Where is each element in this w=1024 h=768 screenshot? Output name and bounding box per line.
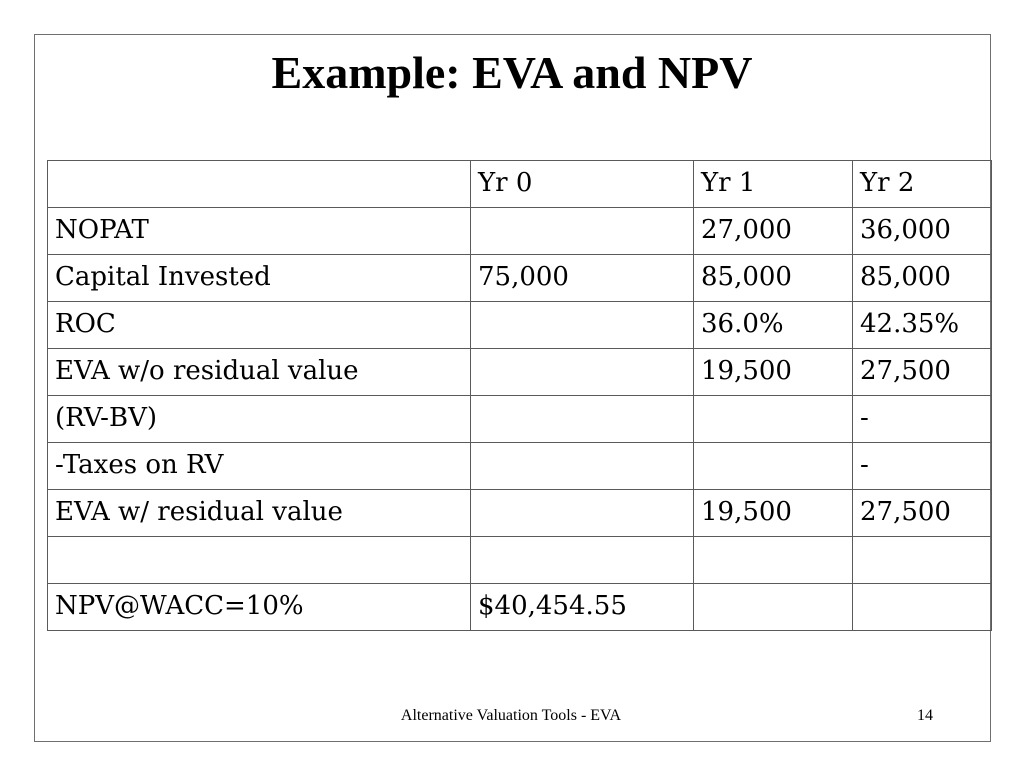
cell-yr1 [694,584,853,631]
row-label: Capital Invested [48,255,471,302]
cell-yr2 [853,537,992,584]
slide-footer: Alternative Valuation Tools - EVA [400,707,622,724]
cell-yr1: 36.0% [694,302,853,349]
cell-yr0: $40,454.55 [471,584,694,631]
slide-title: Example: EVA and NPV [271,47,753,98]
cell-yr2: - [853,443,992,490]
cell-yr0 [471,490,694,537]
table-header-row [48,161,992,208]
row-label: NOPAT [48,208,471,255]
cell-yr1 [694,537,853,584]
cell-yr1: 19,500 [694,349,853,396]
table-row [48,443,992,490]
cell-yr2 [853,584,992,631]
table-row [48,396,992,443]
cell-yr2: 27,500 [853,349,992,396]
header-cell-label [48,161,471,208]
row-label: ROC [48,302,471,349]
row-label: NPV@WACC=10% [48,584,471,631]
table-row [48,302,992,349]
cell-yr2: 42.35% [853,302,992,349]
cell-yr2: - [853,396,992,443]
table-row [48,490,992,537]
cell-yr2: 27,500 [853,490,992,537]
slide-number: 14 [917,707,933,724]
cell-yr1: 27,000 [694,208,853,255]
row-label: EVA w/ residual value [48,490,471,537]
cell-yr0 [471,208,694,255]
row-label [48,537,471,584]
row-label: (RV-BV) [48,396,471,443]
eva-npv-table [47,160,992,631]
cell-yr1 [694,396,853,443]
cell-yr0 [471,537,694,584]
header-cell-yr2: Yr 2 [853,161,992,208]
cell-yr0 [471,349,694,396]
table-row [48,349,992,396]
row-label: EVA w/o residual value [48,349,471,396]
header-cell-yr1: Yr 1 [694,161,853,208]
cell-yr1 [694,443,853,490]
table-row-empty [48,537,992,584]
cell-yr0 [471,302,694,349]
cell-yr0 [471,443,694,490]
row-label: -Taxes on RV [48,443,471,490]
cell-yr1: 85,000 [694,255,853,302]
table-row [48,255,992,302]
cell-yr2: 85,000 [853,255,992,302]
cell-yr2: 36,000 [853,208,992,255]
table-row [48,584,992,631]
table-row [48,208,992,255]
header-cell-yr0: Yr 0 [471,161,694,208]
cell-yr1: 19,500 [694,490,853,537]
cell-yr0: 75,000 [471,255,694,302]
cell-yr0 [471,396,694,443]
